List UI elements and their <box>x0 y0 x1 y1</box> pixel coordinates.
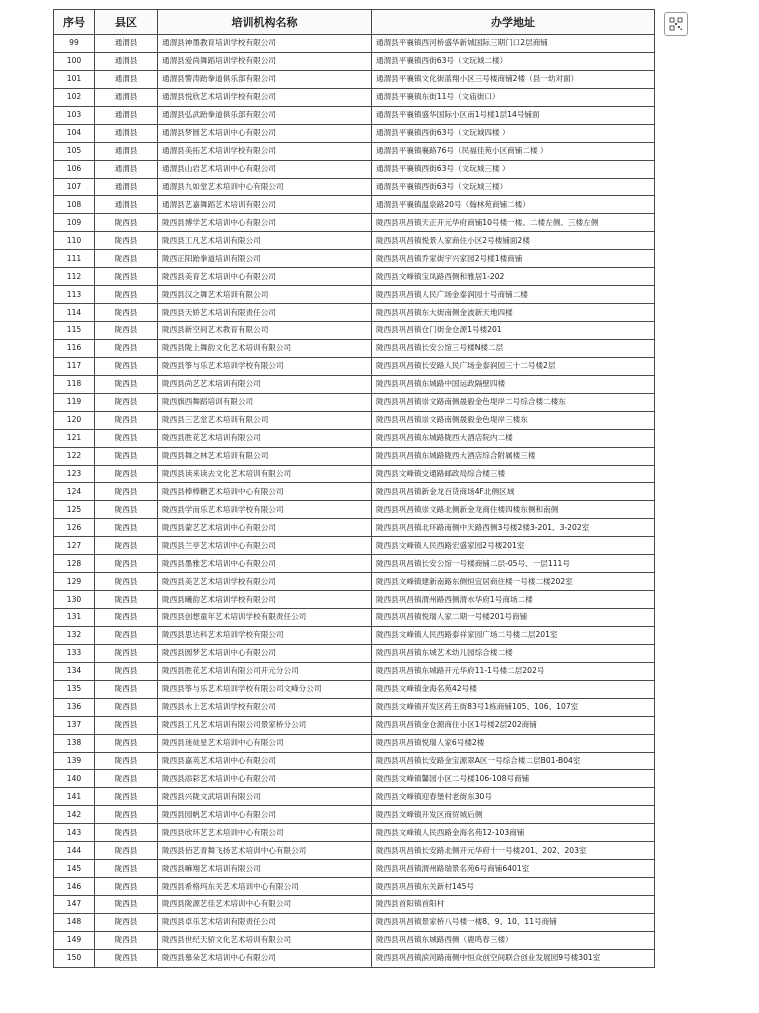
row-county: 陇西县 <box>95 860 158 878</box>
row-org-name: 陇西县希格玛东关艺术培训中心有限公司 <box>158 878 372 896</box>
row-org-name: 陇西县学而乐艺术培训学校有限公司 <box>158 501 372 519</box>
row-address: 通渭县平襄镇西街63号（文玩城四楼 ） <box>372 124 655 142</box>
row-org-name: 陇西县迷徒星艺术培训中心有限公司 <box>158 734 372 752</box>
document-page <box>53 9 654 968</box>
table-row <box>54 375 655 393</box>
row-address: 陇西县文峰镇交通路邮政局综合楼三楼 <box>372 465 655 483</box>
row-number: 146 <box>54 878 95 896</box>
row-org-name: 通渭县爱尚舞蹈培训学校有限公司 <box>158 52 372 70</box>
row-address: 陇西县巩昌镇长安路北侧开元华府十一号楼201、202、203室 <box>372 842 655 860</box>
table-row <box>54 357 655 375</box>
row-number: 136 <box>54 698 95 716</box>
row-number: 137 <box>54 716 95 734</box>
row-org-name: 陇西县工凡艺术培训有限公司 <box>158 232 372 250</box>
row-address: 陇西县巩昌镇东大街南侧金波新天地四楼 <box>372 304 655 322</box>
row-number: 107 <box>54 178 95 196</box>
row-org-name: 陇西县胜花艺术培训有限公司 <box>158 429 372 447</box>
row-county: 陇西县 <box>95 806 158 824</box>
row-address: 陇西县文峰镇开发区药王街83号1栋商铺105、106、107室 <box>372 698 655 716</box>
row-county: 陇西县 <box>95 662 158 680</box>
header-row <box>54 10 655 35</box>
row-number: 111 <box>54 250 95 268</box>
row-org-name: 通渭县弘武跆拳道俱乐部有限公司 <box>158 106 372 124</box>
row-county: 陇西县 <box>95 465 158 483</box>
table-row <box>54 644 655 662</box>
row-county: 陇西县 <box>95 698 158 716</box>
table-row <box>54 626 655 644</box>
row-county: 陇西县 <box>95 824 158 842</box>
row-county: 陇西县 <box>95 339 158 357</box>
row-org-name: 陇西县筝与乐艺术培训学校有限公司 <box>158 357 372 375</box>
row-number: 127 <box>54 537 95 555</box>
row-number: 147 <box>54 896 95 914</box>
row-address: 陇西县巩昌镇乔家街宇兴家园2号楼1楼商铺 <box>372 250 655 268</box>
row-number: 139 <box>54 752 95 770</box>
row-address: 陇西县巩昌镇长安公馆一号楼商铺二层-05号、一层111号 <box>372 555 655 573</box>
row-number: 126 <box>54 519 95 537</box>
row-address: 陇西县巩昌镇天正开元华府商铺10号楼一楼、二楼左侧、三楼左侧 <box>372 214 655 232</box>
row-org-name: 陇西县美育艺术培训中心有限公司 <box>158 268 372 286</box>
row-county: 陇西县 <box>95 357 158 375</box>
row-county: 陇西县 <box>95 609 158 627</box>
row-address: 陇西县巩昌镇东城路陇西大酒店院内二楼 <box>372 429 655 447</box>
row-address: 通渭县平襄镇盛华国际小区南1号楼1层14号铺面 <box>372 106 655 124</box>
row-county: 陇西县 <box>95 286 158 304</box>
row-number: 109 <box>54 214 95 232</box>
row-org-name: 陇西县尚艺艺术培训有限公司 <box>158 375 372 393</box>
row-address: 陇西县文峰镇开发区商贸城后侧 <box>372 806 655 824</box>
header-county: 县区 <box>95 10 158 35</box>
row-county: 陇西县 <box>95 896 158 914</box>
row-county: 通渭县 <box>95 70 158 88</box>
row-org-name: 陇西县嘉英艺术培训中心有限公司 <box>158 752 372 770</box>
row-county: 陇西县 <box>95 375 158 393</box>
row-org-name: 陇西县舞之林艺术培训有限公司 <box>158 447 372 465</box>
row-number: 130 <box>54 591 95 609</box>
row-number: 135 <box>54 680 95 698</box>
row-number: 119 <box>54 393 95 411</box>
row-county: 通渭县 <box>95 88 158 106</box>
table-row <box>54 555 655 573</box>
table-row <box>54 501 655 519</box>
table-row <box>54 142 655 160</box>
row-county: 陇西县 <box>95 788 158 806</box>
row-address: 通渭县平襄镇西街63号（文玩城二楼） <box>372 52 655 70</box>
row-org-name: 陇西县胜花艺术培训有限公司开元分公司 <box>158 662 372 680</box>
row-address: 陇西县巩昌镇东城路西侧（鹿鸣春三楼） <box>372 931 655 949</box>
row-county: 陇西县 <box>95 322 158 340</box>
row-number: 120 <box>54 411 95 429</box>
table-row <box>54 752 655 770</box>
table-row <box>54 35 655 53</box>
row-county: 陇西县 <box>95 429 158 447</box>
row-org-name: 陇西县工凡艺术培训有限公司景家桥分公司 <box>158 716 372 734</box>
row-org-name: 陇西县棒棒糖艺术培训中心有限公司 <box>158 483 372 501</box>
table-row <box>54 214 655 232</box>
row-org-name: 陇西县兴陇文武培训有限公司 <box>158 788 372 806</box>
row-number: 113 <box>54 286 95 304</box>
row-number: 100 <box>54 52 95 70</box>
table-row <box>54 232 655 250</box>
row-county: 陇西县 <box>95 537 158 555</box>
row-county: 陇西县 <box>95 250 158 268</box>
table-row <box>54 860 655 878</box>
table-row <box>54 537 655 555</box>
row-county: 陇西县 <box>95 931 158 949</box>
table-row <box>54 339 655 357</box>
row-org-name: 陇西县园帆艺术培训中心有限公司 <box>158 806 372 824</box>
row-address: 陇西县巩昌镇景家桥八号楼一楼8、9、10、11号商铺 <box>372 913 655 931</box>
row-number: 145 <box>54 860 95 878</box>
row-county: 陇西县 <box>95 519 158 537</box>
row-address: 通渭县平襄镇文化街蓝翔小区三号楼商铺2楼（县一幼对面） <box>372 70 655 88</box>
row-county: 陇西县 <box>95 842 158 860</box>
row-county: 通渭县 <box>95 124 158 142</box>
qr-code-icon[interactable] <box>664 12 688 36</box>
row-number: 99 <box>54 35 95 53</box>
row-number: 102 <box>54 88 95 106</box>
row-address: 陇西县巩昌镇悦瑞人家6号楼2楼 <box>372 734 655 752</box>
table-row <box>54 178 655 196</box>
row-org-name: 陇西县天娇艺术培训有限责任公司 <box>158 304 372 322</box>
row-address: 陇西县巩昌镇东城艺术幼儿园综合楼二楼 <box>372 644 655 662</box>
row-number: 112 <box>54 268 95 286</box>
table-row <box>54 896 655 914</box>
row-county: 陇西县 <box>95 268 158 286</box>
row-number: 131 <box>54 609 95 627</box>
row-org-name: 陇西县读来读去文化艺术培训有限公司 <box>158 465 372 483</box>
table-row <box>54 573 655 591</box>
row-org-name: 陇西县世纪天骄文化艺术培训有限公司 <box>158 931 372 949</box>
table-row <box>54 52 655 70</box>
row-address: 陇西县巩昌镇人民广场金泰润园十号商铺二楼 <box>372 286 655 304</box>
row-address: 陇西县巩昌镇东城路中国运政隔壁四楼 <box>372 375 655 393</box>
row-address: 陇西县文峰镇迎春堡村老街东30号 <box>372 788 655 806</box>
row-number: 125 <box>54 501 95 519</box>
table-row <box>54 106 655 124</box>
row-county: 陇西县 <box>95 501 158 519</box>
row-org-name: 通渭县艺嘉舞蹈艺术培训有限公司 <box>158 196 372 214</box>
row-county: 通渭县 <box>95 52 158 70</box>
row-address: 陇西县巩昌镇北环路南侧中天路西侧3号楼2楼3-201、3-202室 <box>372 519 655 537</box>
row-number: 124 <box>54 483 95 501</box>
row-address: 陇西县巩昌镇悦景人家商住小区2号楼铺面2楼 <box>372 232 655 250</box>
table-row <box>54 734 655 752</box>
row-address: 陇西县巩昌镇长安路人民广场金泰润园三十二号楼2层 <box>372 357 655 375</box>
row-address: 陇西县文峰镇人民西路泰祥家园广场二号楼二层201室 <box>372 626 655 644</box>
row-org-name: 陇西县嘛翔艺术培训有限公司 <box>158 860 372 878</box>
row-number: 123 <box>54 465 95 483</box>
table-row <box>54 913 655 931</box>
row-address: 陇西县巩昌镇崇文路北侧新金龙商住楼四楼东侧和南侧 <box>372 501 655 519</box>
row-org-name: 陇西县博学艺术培训中心有限公司 <box>158 214 372 232</box>
row-address: 陇西县巩昌镇渭州路瑞景名苑6号商铺6401室 <box>372 860 655 878</box>
row-address: 陇西县巩昌镇长安公馆三号楼N楼二层 <box>372 339 655 357</box>
row-org-name: 通渭县九如堂艺术培训中心有限公司 <box>158 178 372 196</box>
row-org-name: 陇西县创想童年艺术培训学校有限责任公司 <box>158 609 372 627</box>
row-address: 陇西县文峰镇人民西路宏盛家园2号楼201室 <box>372 537 655 555</box>
row-address: 通渭县平襄镇西街63号（文玩城三楼） <box>372 178 655 196</box>
table-row <box>54 662 655 680</box>
row-address: 陇西县巩昌镇长安路金宝源翠A区一号综合楼二层B01-B04室 <box>372 752 655 770</box>
row-county: 通渭县 <box>95 160 158 178</box>
table-row <box>54 824 655 842</box>
table-row <box>54 609 655 627</box>
row-org-name: 通渭县美拓艺术培训学校有限公司 <box>158 142 372 160</box>
row-address: 陇西县巩昌镇滨河路南侧中恒众创空间联合创业发展园9号楼301室 <box>372 949 655 967</box>
row-number: 105 <box>54 142 95 160</box>
row-county: 陇西县 <box>95 591 158 609</box>
row-county: 陇西县 <box>95 644 158 662</box>
row-org-name: 陇西县筝与乐艺术培训学校有限公司文峰分公司 <box>158 680 372 698</box>
header-address: 办学地址 <box>372 10 655 35</box>
table-row <box>54 393 655 411</box>
row-number: 117 <box>54 357 95 375</box>
row-county: 通渭县 <box>95 106 158 124</box>
table-row <box>54 519 655 537</box>
table-row <box>54 698 655 716</box>
row-org-name: 通渭县山岩艺术培训中心有限公司 <box>158 160 372 178</box>
table-row <box>54 268 655 286</box>
row-org-name: 陇西县卓乐艺术培训有限责任公司 <box>158 913 372 931</box>
row-address: 陇西县巩昌镇渭州路西侧渭水华府1号商场二楼 <box>372 591 655 609</box>
row-address: 陇西县巩昌镇崇文路南侧晟毅金色堤岸三楼东 <box>372 411 655 429</box>
table-row <box>54 806 655 824</box>
row-address: 陇西县文峰镇馨园小区二号楼106-108号商铺 <box>372 770 655 788</box>
row-county: 陇西县 <box>95 680 158 698</box>
table-row <box>54 196 655 214</box>
row-number: 138 <box>54 734 95 752</box>
row-number: 140 <box>54 770 95 788</box>
row-number: 143 <box>54 824 95 842</box>
table-row <box>54 447 655 465</box>
row-address: 陇西县文峰镇金海名苑42号楼 <box>372 680 655 698</box>
table-row <box>54 70 655 88</box>
row-number: 142 <box>54 806 95 824</box>
row-county: 陇西县 <box>95 214 158 232</box>
row-address: 通渭县平襄镇东街11号（文庙街口） <box>372 88 655 106</box>
row-county: 通渭县 <box>95 35 158 53</box>
row-address: 陇西县巩昌镇东关新村145号 <box>372 878 655 896</box>
row-address: 陇西县巩昌镇东城路开元华府11-1号楼二层202号 <box>372 662 655 680</box>
table-row <box>54 465 655 483</box>
table-row <box>54 591 655 609</box>
row-org-name: 陇西县美艺艺术培训学校有限公司 <box>158 573 372 591</box>
row-address: 陇西县巩昌镇仓门街金仓源1号楼201 <box>372 322 655 340</box>
table-row <box>54 160 655 178</box>
row-county: 陇西县 <box>95 949 158 967</box>
row-number: 144 <box>54 842 95 860</box>
table-body <box>54 35 655 968</box>
row-address: 陇西县巩昌镇悦瑞人家二期一号楼201号商铺 <box>372 609 655 627</box>
row-county: 陇西县 <box>95 232 158 250</box>
training-institution-table <box>53 9 655 968</box>
row-number: 108 <box>54 196 95 214</box>
row-county: 陇西县 <box>95 555 158 573</box>
row-county: 陇西县 <box>95 626 158 644</box>
row-org-name: 陇西县蒙艺艺术培训中心有限公司 <box>158 519 372 537</box>
row-number: 141 <box>54 788 95 806</box>
row-county: 陇西县 <box>95 752 158 770</box>
row-number: 149 <box>54 931 95 949</box>
row-number: 129 <box>54 573 95 591</box>
row-org-name: 陇西县墨雅艺术培训中心有限公司 <box>158 555 372 573</box>
row-number: 121 <box>54 429 95 447</box>
row-number: 106 <box>54 160 95 178</box>
row-address: 陇西县巩昌镇新金龙百货商场4F北侧区域 <box>372 483 655 501</box>
row-county: 陇西县 <box>95 878 158 896</box>
row-number: 118 <box>54 375 95 393</box>
table-row <box>54 680 655 698</box>
row-org-name: 陇西县曦韵艺术培训学校有限公司 <box>158 591 372 609</box>
row-org-name: 陇西县添彩艺术培训中心有限公司 <box>158 770 372 788</box>
row-org-name: 通渭县梦圆艺术培训中心有限公司 <box>158 124 372 142</box>
table-header <box>54 10 655 35</box>
table-row <box>54 322 655 340</box>
row-org-name: 陇西县水上艺术培训学校有限公司 <box>158 698 372 716</box>
row-org-name: 陇西县佰艺青舞飞扬艺术培训中心有限公司 <box>158 842 372 860</box>
row-number: 103 <box>54 106 95 124</box>
row-county: 陇西县 <box>95 770 158 788</box>
row-county: 通渭县 <box>95 196 158 214</box>
row-number: 101 <box>54 70 95 88</box>
row-address: 陇西县文峰镇建新南路东侧恒宜居商住楼一号楼二楼202室 <box>372 573 655 591</box>
row-address: 陇西县文峰镇人民西路金海名苑12-103商铺 <box>372 824 655 842</box>
header-no: 序号 <box>54 10 95 35</box>
row-number: 128 <box>54 555 95 573</box>
table-row <box>54 483 655 501</box>
row-address: 陇西县巩昌镇金仓源商住小区1号楼2层202商铺 <box>372 716 655 734</box>
table-row <box>54 88 655 106</box>
row-org-name: 陇西县欣环艺艺术培训中心有限公司 <box>158 824 372 842</box>
row-address: 陇西县巩昌镇东城路陇西大酒店综合附属楼三楼 <box>372 447 655 465</box>
row-address: 通渭县平襄镇襄路76号（民福佳苑小区商铺二楼 ） <box>372 142 655 160</box>
table-row <box>54 286 655 304</box>
row-address: 通渭县平襄镇西河桥盛华新城国际三期门口2层商铺 <box>372 35 655 53</box>
row-county: 陇西县 <box>95 304 158 322</box>
row-number: 150 <box>54 949 95 967</box>
row-number: 133 <box>54 644 95 662</box>
row-org-name: 陇西县新空间艺术教育有限公司 <box>158 322 372 340</box>
table-row <box>54 842 655 860</box>
row-number: 132 <box>54 626 95 644</box>
table-row <box>54 716 655 734</box>
row-county: 陇西县 <box>95 716 158 734</box>
row-org-name: 陇西县陇上舞韵文化艺术培训有限公司 <box>158 339 372 357</box>
row-org-name: 陇西县三艺堂艺术培训有限公司 <box>158 411 372 429</box>
table-row <box>54 304 655 322</box>
row-org-name: 通渭县悦欣艺术培训学校有限公司 <box>158 88 372 106</box>
row-org-name: 通渭县神墨教育培训学校有限公司 <box>158 35 372 53</box>
row-address: 通渭县平襄镇温泉路20号（翰林苑商铺二楼） <box>372 196 655 214</box>
row-address: 陇西县文峰镇宝凤路西侧和雅居1-202 <box>372 268 655 286</box>
row-address: 陇西县首阳镇首阳村 <box>372 896 655 914</box>
row-org-name: 陇西县陇源艺佳艺术培训中心有限公司 <box>158 896 372 914</box>
table-row <box>54 770 655 788</box>
table-row <box>54 250 655 268</box>
row-org-name: 陇西县圆梦艺术培训中心有限公司 <box>158 644 372 662</box>
row-county: 通渭县 <box>95 178 158 196</box>
row-number: 115 <box>54 322 95 340</box>
table-row <box>54 878 655 896</box>
row-number: 114 <box>54 304 95 322</box>
row-county: 通渭县 <box>95 142 158 160</box>
row-org-name: 陇西旗西舞蹈培训有限公司 <box>158 393 372 411</box>
table-row <box>54 931 655 949</box>
table-row <box>54 411 655 429</box>
row-county: 陇西县 <box>95 734 158 752</box>
row-number: 110 <box>54 232 95 250</box>
row-address: 通渭县平襄镇西街63号（文玩城三楼 ） <box>372 160 655 178</box>
row-county: 陇西县 <box>95 393 158 411</box>
row-org-name: 通渭县警涛跆拳道俱乐部有限公司 <box>158 70 372 88</box>
row-org-name: 陇西县慕朵艺术培训中心有限公司 <box>158 949 372 967</box>
row-county: 陇西县 <box>95 411 158 429</box>
row-org-name: 陇西县思达科艺术培训学校有限公司 <box>158 626 372 644</box>
table-row <box>54 429 655 447</box>
row-county: 陇西县 <box>95 483 158 501</box>
row-number: 134 <box>54 662 95 680</box>
row-number: 148 <box>54 913 95 931</box>
row-county: 陇西县 <box>95 573 158 591</box>
table-row <box>54 124 655 142</box>
row-address: 陇西县巩昌镇崇文路南侧晟毅金色堤岸二号综合楼二楼东 <box>372 393 655 411</box>
row-county: 陇西县 <box>95 913 158 931</box>
table-row <box>54 949 655 967</box>
row-county: 陇西县 <box>95 447 158 465</box>
row-org-name: 陇西县兰亭艺术培训中心有限公司 <box>158 537 372 555</box>
header-org: 培训机构名称 <box>158 10 372 35</box>
row-number: 116 <box>54 339 95 357</box>
table-row <box>54 788 655 806</box>
row-org-name: 陇西正阳跆拳道培训有限公司 <box>158 250 372 268</box>
row-number: 104 <box>54 124 95 142</box>
row-number: 122 <box>54 447 95 465</box>
row-org-name: 陇西县汉之舞艺术培训有限公司 <box>158 286 372 304</box>
